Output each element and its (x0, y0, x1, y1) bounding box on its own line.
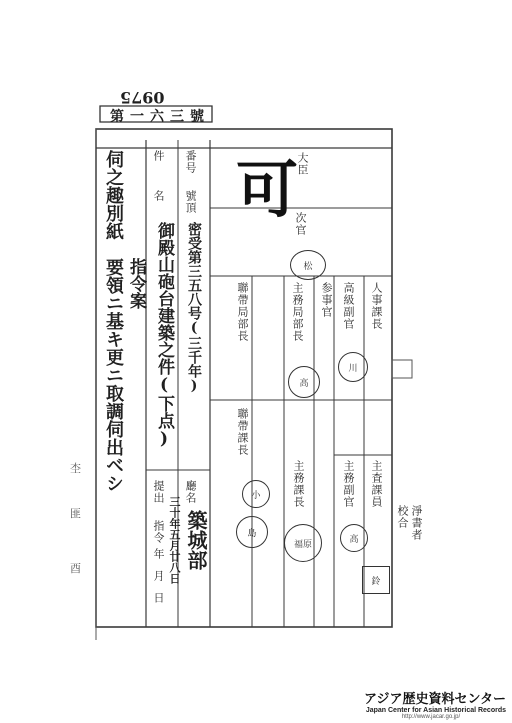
label-bango: 番号 (184, 150, 197, 174)
label-tsuki: 月 (152, 570, 165, 582)
label-mei: 名 (152, 190, 165, 202)
seal-shumu-kacho: 福原 (284, 524, 322, 562)
seal-jikan: 松 (290, 250, 326, 280)
label-sanyokan: 参事官 (320, 282, 333, 318)
seal-shusa-kaiin: 鈴 (362, 566, 390, 594)
seal-rentai-kacho-2: 島 (236, 516, 268, 548)
label-ken: 件 (152, 150, 165, 162)
teishutsu-date: 三十年五月廿八日 (168, 496, 181, 584)
seal-shumu-kyokubu: 高 (288, 366, 320, 398)
label-hi: 日 (152, 592, 165, 604)
label-shirei: 指令 (152, 520, 165, 544)
label-shumu-fukukan: 主務副官 (342, 460, 355, 508)
margin-mark-3: 酉 (70, 562, 81, 575)
label-kaikyu: 號頂 (184, 190, 197, 214)
label-rentai-kacho: 聯帶課長 (236, 408, 249, 456)
footer-brand-jp: アジア歴史資料センター (364, 692, 506, 707)
label-daijin: 大臣 (296, 152, 309, 176)
kenmei-value: 御殿山砲台建築之件(下点) (154, 222, 174, 449)
body-line-1: 伺之趣別紙 (103, 150, 124, 240)
label-shumu-kacho: 主務課長 (292, 460, 305, 508)
seal-kosaku-fukukan: 川 (338, 352, 368, 382)
label-teishutsu: 提出 (152, 480, 165, 504)
seal-rentai-kacho: 小 (242, 480, 270, 508)
label-rentai-kyokubu-cho: 聯帶局部長 (236, 282, 249, 342)
label-joujo-sha: 淨書者 (410, 505, 423, 541)
label-chomei: 廳名 (184, 480, 197, 504)
chomei-value: 築城部 (184, 510, 208, 570)
footer-url[interactable]: http://www.jacar.go.jp/ (401, 714, 461, 720)
file-number: 第一六三號 (110, 109, 210, 125)
label-jikan: 次官 (294, 212, 307, 236)
shirei-value: 指令案 (126, 258, 146, 309)
body-line-2: 要領ニ基キ更ニ取調伺出ベシ (103, 258, 124, 492)
margin-mark-1: 杢 (70, 462, 81, 475)
bango-value: 密受第三五八号(三千年) (186, 222, 202, 394)
footer-brand-en: Japan Center for Asian Historical Records (365, 707, 506, 714)
margin-mark-2: 匪 (70, 507, 81, 520)
label-shusa-kaiin: 主査課員 (370, 460, 383, 508)
label-kougou: 校合 (396, 505, 409, 529)
seal-shumu-fukukan: 高 (340, 524, 368, 552)
label-shumu-kyokubu-cho: 主務局部長 (291, 282, 304, 342)
page-number: 0975 (120, 88, 165, 107)
approval-mark: 可 (236, 153, 299, 226)
label-jinji-kacho: 人事課長 (370, 282, 383, 330)
label-nen: 年 (152, 548, 165, 560)
label-kosaku-fukukan: 高級副官 (342, 282, 355, 330)
footer-brand (356, 688, 506, 720)
